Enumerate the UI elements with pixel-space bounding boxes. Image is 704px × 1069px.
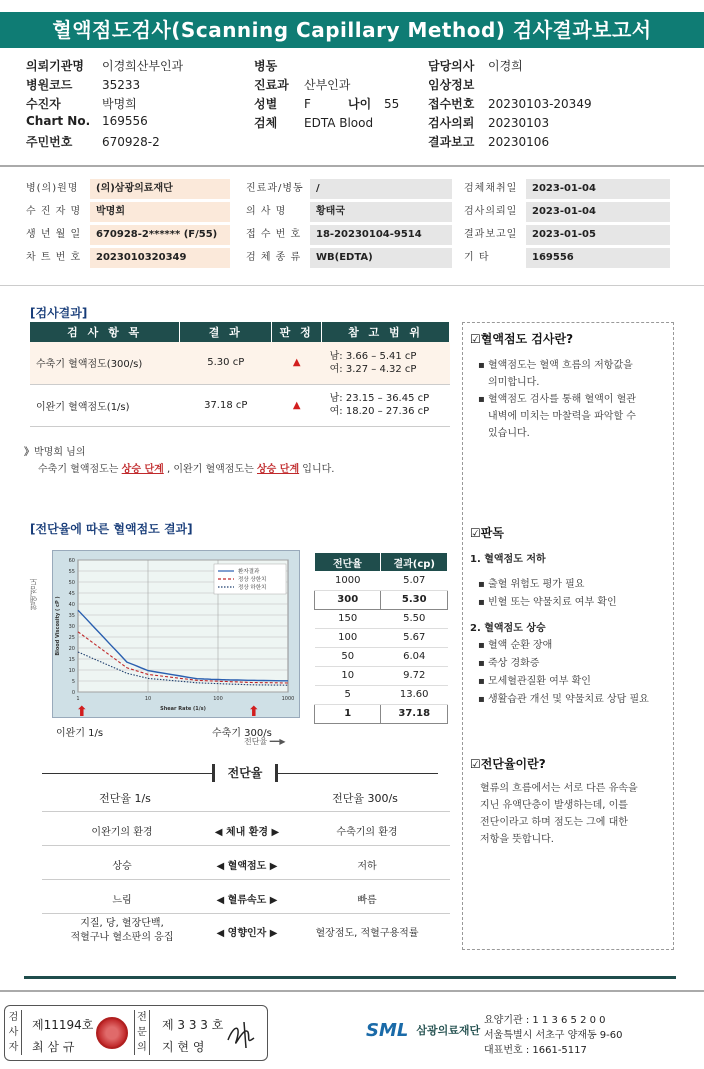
patient-col-1 xyxy=(26,179,234,271)
header-value: 670928-2 xyxy=(102,135,160,149)
x-tick-label: 100 xyxy=(213,696,223,702)
bullet-icon: ▪ xyxy=(478,360,485,371)
patient-value: 2023-01-04 xyxy=(526,179,670,199)
table-row xyxy=(30,384,450,426)
compare-mid: ◀ 혈류속도 ▶ xyxy=(216,895,278,906)
sidebar-text: 있습니다. xyxy=(488,428,530,439)
result-item: 수축기 혈액점도(300/s) xyxy=(30,342,180,384)
list-item xyxy=(478,673,670,691)
sidebar-heading-text: 판독 xyxy=(480,526,504,540)
header-label: 접수번호 xyxy=(428,97,475,111)
patient-value: WB(EDTA) xyxy=(310,248,452,268)
header-label: 임상정보 xyxy=(428,78,475,92)
result-value: 37.18 cP xyxy=(180,384,272,426)
list-item xyxy=(478,391,670,442)
compare-right: 혈장점도, 적혈구용적률 xyxy=(315,928,419,939)
compare-row xyxy=(42,812,450,846)
shear-result: 5.07 xyxy=(381,571,448,590)
shear-result: 9.72 xyxy=(381,666,448,685)
org-line: 대표번호 : 1661-5117 xyxy=(484,1045,587,1056)
checkbox-icon: ☑ xyxy=(470,332,481,346)
patient-value: / xyxy=(310,179,452,199)
y-tick-label: 25 xyxy=(68,635,75,641)
compare-head-left: 전단율 1/s xyxy=(99,792,151,805)
patient-label: 차 트 번 호 xyxy=(26,252,82,263)
patient-value: 2023-01-04 xyxy=(526,202,670,222)
patient-col-2 xyxy=(246,179,456,271)
ref-female: 여: 18.20 – 27.36 cP xyxy=(329,406,430,417)
divider xyxy=(0,285,704,286)
header-label: 검사의뢰 xyxy=(428,116,475,130)
report-title: 혈액점도검사(Scanning Capillary Method) 검사결과보고서 xyxy=(0,12,704,48)
sidebar-content xyxy=(470,330,670,848)
y-tick-label: 30 xyxy=(68,624,75,630)
header-label: 병동 xyxy=(254,59,278,73)
lab-vertical-label xyxy=(6,1010,22,1055)
table-row xyxy=(315,609,448,628)
header-value: 20230106 xyxy=(488,135,550,149)
compare-mid: ◀ 체내 환경 ▶ xyxy=(214,827,280,838)
compare-title xyxy=(212,764,278,782)
compare-left-line: 적혈구나 혈소판의 응집 xyxy=(70,932,174,943)
shear-result: 6.04 xyxy=(381,647,448,666)
col-header: 결과(cp) xyxy=(381,553,448,571)
patient-value: 670928-2****** (F/55) xyxy=(90,225,230,245)
legend-label: 환자결과 xyxy=(238,569,260,575)
table-row xyxy=(315,704,448,723)
reference-range xyxy=(322,384,450,426)
y-tick-label: 50 xyxy=(68,580,75,586)
header-label: 성별 xyxy=(254,97,278,111)
header-label: Chart No. xyxy=(26,114,91,128)
list-item xyxy=(478,655,670,673)
compare-right: 수축기의 환경 xyxy=(336,827,398,838)
y-tick-label: 55 xyxy=(68,569,75,575)
sidebar-text: 전단이라고 하며 점도는 그에 대한 xyxy=(480,817,628,828)
result-value: 5.30 cP xyxy=(180,342,272,384)
sidebar-text: 출혈 위험도 평가 필요 xyxy=(487,579,585,590)
age-label: 나이 xyxy=(348,97,372,111)
vertical-char: 전 xyxy=(137,1012,147,1023)
patient-label: 기 타 xyxy=(464,252,490,263)
compare-title-text: 전단율 xyxy=(227,766,263,780)
y-tick-label: 5 xyxy=(71,679,75,685)
sidebar-text: 모세혈관질환 여부 확인 xyxy=(487,676,591,687)
shear-rate: 100 xyxy=(315,628,381,647)
patient-label: 병(의)원명 xyxy=(26,183,79,194)
table-row xyxy=(30,342,450,384)
y-tick-label: 60 xyxy=(68,558,75,564)
lab-no: 제11194호 xyxy=(32,1018,94,1032)
compare-mid: ◀ 영향인자 ▶ xyxy=(216,928,278,939)
vertical-char: 의 xyxy=(137,1042,147,1053)
x-tick-label: 1 xyxy=(76,696,80,702)
signature-icon xyxy=(224,1018,262,1052)
sidebar-subheading: 1. 혈액점도 저하 xyxy=(470,554,546,565)
bullet-icon: ▪ xyxy=(478,676,488,687)
comment-status: 상승 단계 xyxy=(256,464,300,475)
y-tick-label: 20 xyxy=(68,646,75,652)
chevron-right-icon: 》 xyxy=(24,447,34,458)
header-label: 의뢰기관명 xyxy=(26,59,84,73)
vertical-char: 사 xyxy=(8,1027,19,1038)
sidebar-text: 의미합니다. xyxy=(488,377,540,388)
x-side-text: 전단율 xyxy=(244,737,268,746)
checkbox-icon: ☑ xyxy=(470,526,481,540)
header-label: 담당의사 xyxy=(428,59,475,73)
org-name: 삼광의료재단 xyxy=(416,1024,481,1037)
comment-text: 입니다. xyxy=(302,464,335,475)
sidebar-subheading: 2. 혈액점도 상승 xyxy=(470,623,546,634)
header-label: 주민번호 xyxy=(26,135,73,149)
shear-rate: 300 xyxy=(315,590,381,609)
sidebar-heading xyxy=(470,755,670,772)
results-table xyxy=(30,322,450,427)
header-value: 35233 xyxy=(102,78,141,92)
col-header: 결 과 xyxy=(180,322,272,342)
col-header: 검 사 항 목 xyxy=(30,322,180,342)
logo-text: SML xyxy=(366,1019,409,1041)
bullet-icon: ▪ xyxy=(478,579,488,590)
list-item xyxy=(478,576,670,594)
header-value: 이경희산부인과 xyxy=(102,59,184,73)
comment-text: 수축기 혈액점도는 xyxy=(38,464,119,475)
y-tick-label: 15 xyxy=(68,657,75,663)
patient-label: 검사의뢰일 xyxy=(464,206,518,217)
sidebar-text: 죽상 경화증 xyxy=(487,658,540,669)
legend-label: 정상 하한치 xyxy=(238,585,267,591)
results-section-title: [검사결과] xyxy=(30,306,88,320)
sidebar-heading xyxy=(470,524,670,541)
sidebar-paragraph xyxy=(470,780,670,848)
seal-icon xyxy=(96,1017,128,1049)
shear-rate: 5 xyxy=(315,685,381,704)
compare-left-line: 지질, 당, 혈장단백, xyxy=(80,918,164,929)
table-row xyxy=(315,590,448,609)
patient-label: 생 년 월 일 xyxy=(26,229,82,240)
table-row xyxy=(315,628,448,647)
x-axis-label: Shear Rate (1/s) xyxy=(160,706,206,712)
header-left xyxy=(26,57,256,152)
header-value: 169556 xyxy=(102,114,148,128)
doc-no: 제 3 3 3 호 xyxy=(162,1018,224,1032)
flag-up-icon: ▲ xyxy=(272,384,322,426)
shear-table xyxy=(314,553,448,724)
sidebar-text: 내벽에 미치는 마찰력을 파악할 수 xyxy=(488,411,636,422)
compare-head-right: 전단율 300/s xyxy=(332,792,398,805)
sidebar-text: 혈액점도 검사를 통해 혈액이 혈관 xyxy=(488,394,636,405)
patient-value: (의)삼광의료재단 xyxy=(90,179,230,199)
x-side-label xyxy=(244,736,286,747)
compare-mid-text: 혈액점도 xyxy=(227,861,267,872)
lab-name: 최 삼 규 xyxy=(32,1040,75,1054)
checkbox-icon: ☑ xyxy=(470,757,481,771)
sidebar-text: 저항을 뜻합니다. xyxy=(480,834,554,845)
sidebar-heading-text: 혈액점도 검사란? xyxy=(480,332,574,346)
shear-result: 5.30 xyxy=(381,590,448,609)
patient-label: 의 사 명 xyxy=(246,206,287,217)
header-label: 결과보고 xyxy=(428,135,475,149)
doc-info xyxy=(162,1014,223,1058)
col-header: 전단율 xyxy=(315,553,381,571)
shear-rate: 10 xyxy=(315,666,381,685)
patient-label: 결과보고일 xyxy=(464,229,518,240)
sidebar-text: 혈액점도는 혈액 흐름의 저항값을 xyxy=(488,360,633,371)
chart-y-side-label: 혈액점도 xyxy=(29,578,38,610)
org-info xyxy=(484,1013,623,1058)
patient-value: 2023-01-05 xyxy=(526,225,670,245)
result-item: 이완기 혈액점도(1/s) xyxy=(30,384,180,426)
header-value: EDTA Blood xyxy=(304,116,374,130)
bullet-icon: ▪ xyxy=(478,394,485,405)
result-comment xyxy=(24,443,454,475)
sidebar-heading-text: 전단율이란? xyxy=(480,757,546,771)
footer-divider xyxy=(24,976,676,979)
compare-left xyxy=(42,917,202,945)
comment-text: , 이완기 혈액점도는 xyxy=(166,464,254,475)
ref-male: 남: 23.15 – 36.45 cP xyxy=(329,393,430,404)
table-row xyxy=(315,685,448,704)
patient-label: 진료과/병동 xyxy=(246,183,304,194)
patient-value: 황태국 xyxy=(310,202,452,222)
reference-range xyxy=(322,342,450,384)
sidebar-heading xyxy=(470,330,670,347)
ref-male: 남: 3.66 – 5.41 cP xyxy=(329,350,417,362)
age-value: 55 xyxy=(384,97,400,111)
vertical-char: 문 xyxy=(137,1027,147,1038)
table-row xyxy=(315,571,448,590)
header-value: 이경희 xyxy=(488,59,523,73)
list-item xyxy=(478,637,670,655)
y-tick-label: 45 xyxy=(68,591,75,597)
header-value: F xyxy=(304,97,311,111)
patient-value: 2023010320349 xyxy=(90,248,230,268)
flag-up-icon: ▲ xyxy=(272,342,322,384)
org-line: 요양기관 : 1 1 3 6 5 2 0 0 xyxy=(484,1015,606,1026)
y-tick-label: 0 xyxy=(71,690,75,696)
compare-mid: ◀ 혈액점도 ▶ xyxy=(216,861,278,872)
compare-mid-text: 체내 환경 xyxy=(225,827,269,838)
x-tick-label: 10 xyxy=(144,696,152,702)
patient-col-3 xyxy=(464,179,674,271)
compare-row xyxy=(42,880,450,914)
list-item xyxy=(478,357,670,391)
compare-left: 느림 xyxy=(112,895,132,906)
vertical-char: 자 xyxy=(8,1042,19,1053)
sidebar-text: 생활습관 개선 및 약물치료 상담 필요 xyxy=(487,694,649,705)
col-header: 판 정 xyxy=(272,322,322,342)
shear-rate: 150 xyxy=(315,609,381,628)
col-header: 참 고 범 위 xyxy=(322,322,450,342)
patient-label: 접 수 번 호 xyxy=(246,229,302,240)
org-line: 서울특별시 서초구 양재동 9-60 xyxy=(484,1030,623,1041)
sidebar-list xyxy=(470,576,670,612)
shear-rate: 1 xyxy=(315,704,381,723)
sidebar-text: 지닌 유액단층이 발생하는데, 이를 xyxy=(480,800,628,811)
y-tick-label: 10 xyxy=(68,668,75,674)
bullet-icon: ▪ xyxy=(478,597,488,608)
sidebar-text: 혈류의 흐름에서는 서로 다른 유속을 xyxy=(480,783,638,794)
comment-status: 상승 단계 xyxy=(121,464,164,475)
shear-rate: 1000 xyxy=(315,571,381,590)
compare-mid-text: 혈류속도 xyxy=(227,895,267,906)
bullet-icon: ▪ xyxy=(478,658,488,669)
header-right xyxy=(428,57,678,152)
x-tick-label: 1000 xyxy=(281,696,295,702)
shear-result: 13.60 xyxy=(381,685,448,704)
compare-right: 저하 xyxy=(357,861,377,872)
doc-vertical-label xyxy=(134,1010,150,1055)
y-axis-label: Blood Viscosity ( cP ) xyxy=(55,596,61,656)
compare-row xyxy=(42,846,450,880)
sidebar-list xyxy=(470,637,670,709)
header-label: 수진자 xyxy=(26,97,61,111)
compare-row xyxy=(42,914,450,950)
shear-result: 5.50 xyxy=(381,609,448,628)
header-mid xyxy=(254,57,424,133)
arrow-up-icon: ⬆ xyxy=(76,704,88,720)
compare-mid-text: 영향인자 xyxy=(227,928,267,939)
header-value: 산부인과 xyxy=(304,78,351,92)
lab-info xyxy=(32,1014,93,1058)
viscosity-chart xyxy=(52,550,300,718)
compare-left: 상승 xyxy=(112,861,132,872)
y-tick-label: 40 xyxy=(68,602,75,608)
arrow-right-icon: ━━▶ xyxy=(269,737,286,746)
compare-right: 빠름 xyxy=(357,895,377,906)
sidebar-text: 혈액 순환 장애 xyxy=(487,640,553,651)
patient-value: 18-20230104-9514 xyxy=(310,225,452,245)
org-logo xyxy=(366,1015,480,1045)
comment-name: 박명희 님의 xyxy=(34,447,86,458)
table-row xyxy=(315,666,448,685)
sidebar-list xyxy=(470,357,670,442)
arrow-up-icon: ⬆ xyxy=(248,704,260,720)
shear-result: 5.67 xyxy=(381,628,448,647)
vertical-char: 검 xyxy=(8,1012,19,1023)
shear-result: 37.18 xyxy=(381,704,448,723)
patient-label: 검체채취일 xyxy=(464,183,518,194)
bullet-icon: ▪ xyxy=(478,640,488,651)
header-value: 20230103-20349 xyxy=(488,97,592,111)
bullet-icon: ▪ xyxy=(478,694,488,705)
y-tick-label: 35 xyxy=(68,613,75,619)
header-value: 박명희 xyxy=(102,97,137,111)
ref-female: 여: 3.27 – 4.32 cP xyxy=(329,363,417,375)
header-value: 20230103 xyxy=(488,116,550,130)
marker-right-label: 수축기 300/s xyxy=(212,728,272,739)
list-item xyxy=(478,691,670,709)
header-label: 병원코드 xyxy=(26,78,73,92)
table-row xyxy=(315,647,448,666)
patient-value: 169556 xyxy=(526,248,670,268)
list-item xyxy=(478,594,670,612)
legend-label: 정상 상한치 xyxy=(238,577,267,583)
marker-left-label: 이완기 1/s xyxy=(56,728,104,739)
header-label: 검체 xyxy=(254,116,278,130)
patient-label: 검 체 종 류 xyxy=(246,252,302,263)
header-label: 진료과 xyxy=(254,78,289,92)
chart-section-title: [전단율에 따른 혈액점도 결과] xyxy=(30,522,193,536)
shear-rate: 50 xyxy=(315,647,381,666)
doc-name: 지 현 영 xyxy=(162,1040,205,1054)
compare-left: 이완기의 환경 xyxy=(91,827,153,838)
patient-value: 박명희 xyxy=(90,202,230,222)
sidebar-text: 빈혈 또는 약물치료 여부 확인 xyxy=(487,597,617,608)
patient-label: 수 진 자 명 xyxy=(26,206,82,217)
